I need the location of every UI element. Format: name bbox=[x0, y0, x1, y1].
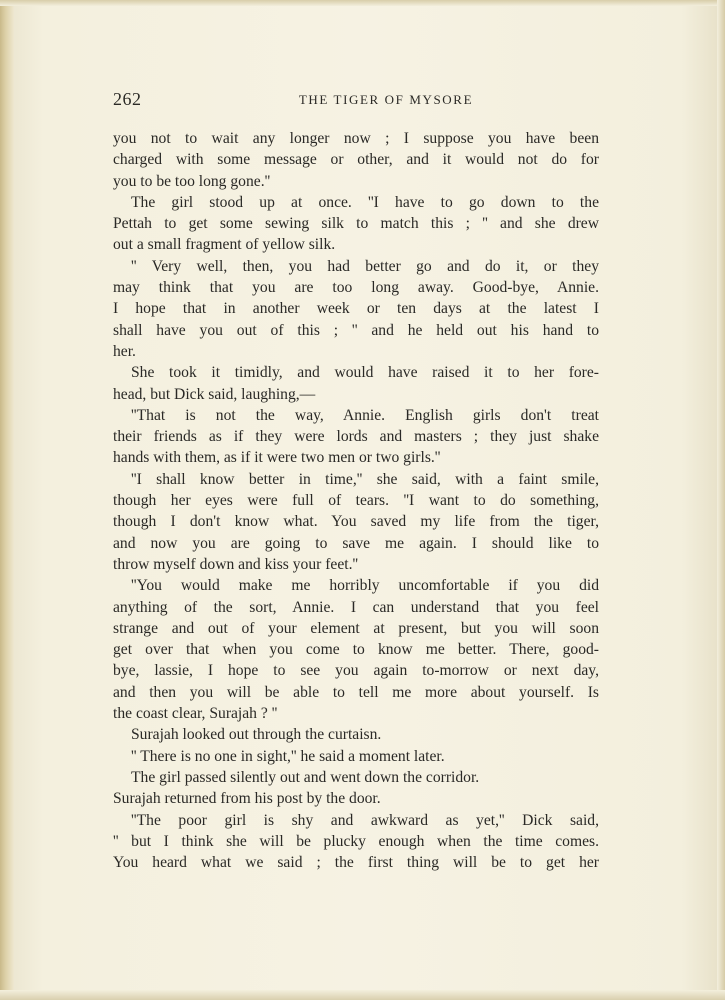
text-line: ''That is not the way, Annie. English girls don't treat bbox=[131, 406, 599, 424]
running-title: THE TIGER OF MYSORE bbox=[298, 92, 474, 107]
text-line: the coast clear, Surajah ? '' bbox=[113, 705, 278, 723]
text-line: charged with some message or other, and it would not do for bbox=[113, 151, 599, 169]
page-bottom-edge bbox=[0, 990, 725, 1000]
text-line: you to be too long gone.'' bbox=[113, 172, 271, 190]
text-line: '' There is no one in sight,'' he said a moment later. bbox=[131, 747, 445, 765]
text-line: and now you are going to save me again. I should like to bbox=[113, 534, 599, 552]
text-line: ''The poor girl is shy and awkward as yet,'' Dick said, bbox=[131, 811, 599, 829]
page-number: 262 bbox=[113, 89, 142, 109]
text-line: The girl passed silently out and went down the corridor. bbox=[131, 768, 480, 786]
text-line: Surajah looked out through the curtaisn. bbox=[131, 726, 382, 744]
text-line: her. bbox=[113, 342, 136, 360]
page-right-edge bbox=[717, 0, 725, 1000]
page-top-edge bbox=[0, 0, 725, 6]
text-line: '' Very well, then, you had better go and do it, or they bbox=[131, 257, 599, 275]
text-line: strange and out of your element at present, but you will soon bbox=[113, 619, 599, 637]
text-line: their friends as if they were lords and masters ; they just shake bbox=[113, 428, 599, 446]
text-line: shall have you out of this ; '' and he held out his hand to bbox=[113, 321, 599, 339]
page-binding-edge bbox=[0, 0, 14, 1000]
body-text bbox=[113, 128, 599, 873]
text-line: '' but I think she will be plucky enough when the time comes. bbox=[113, 832, 599, 850]
text-line: She took it timidly, and would have raised it to her fore- bbox=[131, 364, 599, 382]
text-line: you not to wait any longer now ; I suppose you have been bbox=[113, 130, 599, 147]
text-line: head, but Dick said, laughing,— bbox=[113, 385, 316, 403]
text-line: get over that when you come to know me better. There, good- bbox=[113, 641, 599, 659]
text-line: I hope that in another week or ten days at the latest I bbox=[113, 300, 599, 318]
text-line: throw myself down and kiss your feet.'' bbox=[113, 555, 359, 573]
text-line: ''You would make me horribly uncomfortable if you did bbox=[131, 577, 599, 595]
page-header bbox=[113, 89, 599, 113]
text-line: Surajah returned from his post by the door. bbox=[113, 790, 381, 808]
text-line: out a small fragment of yellow silk. bbox=[113, 236, 336, 254]
text-line: anything of the sort, Annie. I can understand that you feel bbox=[113, 598, 599, 616]
text-line: though I don't know what. You saved my life from the tiger, bbox=[113, 513, 599, 531]
text-line: and then you will be able to tell me more about yourself. Is bbox=[113, 683, 599, 701]
text-line: ''I shall know better in time,'' she said, with a faint smile, bbox=[131, 470, 599, 488]
text-line: hands with them, as if it were two men or two girls.'' bbox=[113, 449, 441, 467]
text-line: The girl stood up at once. ''I have to go down to the bbox=[131, 193, 599, 211]
text-line: bye, lassie, I hope to see you again to-morrow or next day, bbox=[113, 662, 599, 680]
text-line: You heard what we said ; the first thing will be to get her bbox=[113, 854, 599, 872]
text-line: may think that you are too long away. Good-bye, Annie. bbox=[113, 279, 599, 297]
text-line: though her eyes were full of tears. ''I want to do something, bbox=[113, 492, 599, 510]
text-line: Pettah to get some sewing silk to match this ; '' and she drew bbox=[113, 215, 599, 233]
